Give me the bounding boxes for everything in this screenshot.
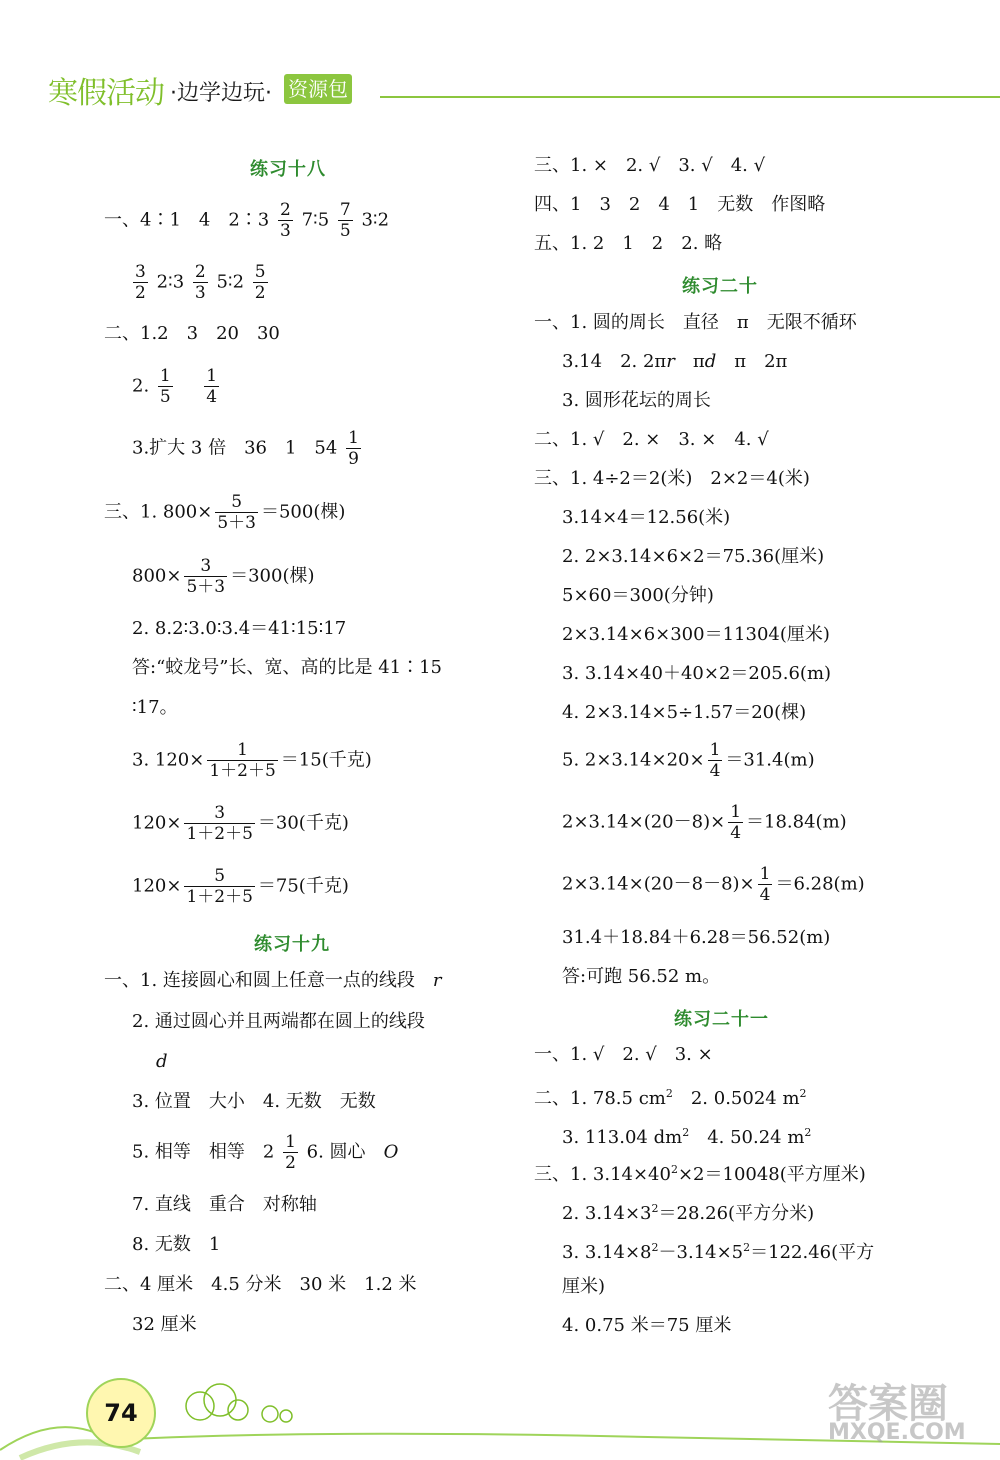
text: 3.14 2. 2π [562, 351, 667, 372]
answer-line [104, 969, 442, 993]
fraction [133, 262, 148, 303]
tree-icon [186, 1384, 292, 1422]
answer-line: 3.14×4＝12.56(米) [562, 507, 731, 528]
fraction [158, 366, 173, 407]
exponent: 2 [804, 1126, 812, 1139]
denominator: 5＋3 [186, 577, 226, 597]
denominator: 4 [709, 761, 721, 781]
answer-line: 3. 位置 大小 4. 无数 无数 [132, 1091, 376, 1112]
answer-line [132, 366, 222, 407]
text: 6. 圆心 [306, 1141, 366, 1163]
text: 120× [132, 875, 182, 897]
denominator: 5＋3 [217, 513, 256, 533]
numerator: 5 [184, 866, 254, 887]
numerator: 1 [348, 428, 359, 448]
numerator: 3 [135, 262, 146, 282]
denominator: 2 [135, 283, 146, 303]
text: 三、1. 800× [104, 501, 213, 523]
text: 二、1. 78.5 cm [534, 1088, 666, 1109]
text: 一、1. 连接圆心和圆上任意一点的线段 [104, 970, 415, 991]
answer-line [562, 802, 847, 843]
header-subtitle: ·边学边玩· [170, 81, 272, 106]
answer-line [104, 492, 345, 533]
text: 一、1. 圆的周长 直径 [534, 312, 719, 333]
text: ＝15(千克) [280, 749, 372, 771]
text: 5. 相等 相等 2 [132, 1141, 275, 1163]
answer-line [534, 311, 857, 335]
text: ＝300(棵) [230, 565, 315, 587]
answer-line [132, 866, 349, 907]
numerator: 5 [254, 262, 266, 282]
numerator: 3 [184, 803, 254, 824]
denominator: 3 [194, 283, 206, 303]
numerator: 2 [194, 262, 206, 282]
text: ＝122.46(平方 [750, 1242, 875, 1263]
header-divider [380, 96, 1000, 98]
numerator: 5 [215, 492, 258, 513]
answer-line [562, 1197, 814, 1226]
fraction [253, 262, 268, 303]
answer-line [132, 740, 372, 781]
answer-line [562, 1121, 811, 1150]
variable: r [666, 351, 675, 372]
fraction [346, 428, 361, 469]
exponent: 2 [799, 1087, 807, 1100]
page-header [0, 0, 1000, 130]
text: 2×3.14×(20－8－8)× [562, 873, 755, 895]
text: π [736, 312, 749, 333]
answer-line: 4. 2×3.14×5÷1.57＝20(棵) [562, 702, 807, 723]
fraction [184, 803, 254, 844]
numerator: 2 [280, 200, 291, 220]
variable: r [432, 970, 442, 991]
denominator: 4 [759, 885, 771, 905]
header-badge: 资源包 [284, 74, 352, 104]
answer-line [562, 864, 865, 905]
answer-line [130, 262, 271, 303]
text: 一、4∶1 4 2∶3 [104, 209, 270, 231]
fraction [193, 262, 208, 303]
answer-line [132, 1132, 398, 1173]
answer-line: 2. 2×3.14×6×2＝75.36(厘米) [562, 546, 825, 567]
answer-line: 三、1. × 2. √ 3. √ 4. √ [534, 155, 766, 176]
fraction [184, 866, 254, 907]
exponent: 2 [682, 1126, 690, 1139]
section-title-18: 练习十八 [250, 159, 326, 180]
denominator: 1＋2＋5 [186, 887, 253, 907]
answer-line: 二、4 厘米 4.5 分米 30 米 1.2 米 [104, 1274, 417, 1295]
text: ＝75(千克) [257, 875, 349, 897]
answer-line: 5×60＝300(分钟) [562, 585, 714, 606]
denominator: 4 [730, 823, 742, 843]
fraction [758, 864, 773, 905]
text: 三、1. 3.14×40 [534, 1164, 671, 1185]
text: ＝31.4(m) [725, 749, 815, 771]
answer-line: 3. 圆形花坛的周长 [562, 390, 711, 411]
answer-line [132, 556, 315, 597]
answer-line [562, 1236, 874, 1265]
text: ＝28.26(平方分米) [658, 1203, 815, 1224]
numerator: 7 [339, 200, 351, 220]
denominator: 2 [285, 1153, 296, 1173]
answer-line: 五、1. 2 1 2 2. 略 [534, 233, 723, 254]
denominator: 5 [339, 221, 351, 241]
answer-line [534, 1082, 807, 1111]
text: 5∶2 [216, 271, 245, 293]
numerator: 1 [159, 366, 171, 386]
watermark-url: MXQE.COM [828, 1420, 966, 1445]
answer-line: 4. 0.75 米＝75 厘米 [562, 1315, 732, 1336]
text: 2. [132, 375, 150, 397]
fraction [708, 740, 723, 781]
fraction [184, 556, 227, 597]
text: 3. 3.14×8 [562, 1242, 652, 1263]
numerator: 1 [207, 740, 277, 761]
variable: d [704, 351, 717, 372]
watermark-logo: 答案圈 [828, 1381, 948, 1427]
fraction [278, 200, 293, 241]
answer-line: 2. 通过圆心并且两端都在圆上的线段 [132, 1011, 425, 1032]
denominator: 2 [254, 283, 266, 303]
text: ×2＝10048(平方厘米) [677, 1164, 866, 1185]
numerator: 1 [709, 740, 721, 760]
denominator: 3 [280, 221, 291, 241]
answer-line [132, 803, 349, 844]
text: 5. 2×3.14×20× [562, 749, 705, 771]
numerator: 1 [206, 366, 218, 386]
variable: d [156, 1051, 168, 1072]
text: 120× [132, 812, 182, 834]
text: π 2π [734, 351, 788, 372]
denominator: 5 [159, 387, 171, 407]
answer-line: 8. 无数 1 [132, 1234, 221, 1255]
answer-line: 四、1 3 2 4 1 无数 作图略 [534, 194, 826, 215]
fraction [215, 492, 258, 533]
exponent: 2 [651, 1202, 659, 1215]
text: ＝6.28(m) [775, 873, 865, 895]
variable: O [383, 1141, 399, 1163]
answer-line [156, 1050, 168, 1074]
numerator: 3 [184, 556, 227, 577]
answer-line: 二、1. √ 2. × 3. × 4. √ [534, 429, 769, 450]
numerator: 1 [285, 1132, 296, 1152]
answer-line: 答:“蛟龙号”长、宽、高的比是 41∶15 [132, 657, 442, 678]
answer-line: ∶17。 [132, 697, 178, 718]
text: ＝500(棵) [260, 501, 346, 523]
fraction [283, 1132, 298, 1173]
answer-line: 2×3.14×6×300＝11304(厘米) [562, 624, 830, 645]
text: 3.扩大 3 倍 36 1 54 [132, 437, 338, 459]
text: 7∶5 [301, 209, 330, 231]
denominator: 1＋2＋5 [186, 824, 253, 844]
answer-line: 二、1.2 3 20 30 [104, 323, 280, 344]
text: 3. 113.04 dm [562, 1127, 683, 1148]
fraction [204, 366, 219, 407]
text: 3∶2 [361, 209, 390, 231]
answer-line: 2. 8.2∶3.0∶3.4＝41∶15∶17 [132, 618, 347, 639]
answer-line: 7. 直线 重合 对称轴 [132, 1194, 317, 1215]
text: ＝18.84(m) [746, 811, 847, 833]
text: －3.14×5 [658, 1242, 744, 1263]
denominator: 9 [348, 449, 359, 469]
answer-line: 厘米) [562, 1276, 606, 1297]
answer-line: 答:可跑 56.52 m。 [562, 966, 721, 987]
section-title-19: 练习十九 [254, 934, 330, 955]
answer-line [562, 350, 787, 374]
text: 2×3.14×(20－8)× [562, 811, 726, 833]
answer-line: 一、1. √ 2. √ 3. × [534, 1044, 713, 1065]
fraction [338, 200, 353, 241]
section-title-21: 练习二十一 [674, 1009, 769, 1030]
exponent: 2 [670, 1163, 678, 1176]
denominator: 4 [206, 387, 218, 407]
denominator: 1＋2＋5 [209, 761, 276, 781]
answer-line [562, 740, 815, 781]
answer-line: 32 厘米 [132, 1314, 197, 1335]
answer-line [104, 200, 389, 241]
text: 2. 0.5024 m [690, 1088, 800, 1109]
exponent: 2 [651, 1241, 659, 1254]
text: 2∶3 [156, 271, 185, 293]
text: 2. 3.14×3 [562, 1203, 652, 1224]
text: π [692, 351, 705, 372]
text: 800× [132, 565, 182, 587]
answer-line: 三、1. 4÷2＝2(米) 2×2＝4(米) [534, 468, 810, 489]
text: ＝30(千克) [257, 812, 349, 834]
answer-line: 3. 3.14×40＋40×2＝205.6(m) [562, 663, 832, 684]
text: 4. 50.24 m [707, 1127, 805, 1148]
header-title: 寒假活动 [48, 76, 164, 111]
exponent: 2 [665, 1087, 673, 1100]
fraction [728, 802, 743, 843]
answer-line: 31.4＋18.84＋6.28＝56.52(m) [562, 927, 831, 948]
numerator: 1 [730, 802, 742, 822]
page-number: 74 [86, 1378, 156, 1448]
numerator: 1 [759, 864, 771, 884]
section-title-20: 练习二十 [682, 276, 758, 297]
text: 3. 120× [132, 749, 205, 771]
fraction [207, 740, 277, 781]
answer-line [132, 428, 364, 469]
answer-line [534, 1158, 866, 1187]
exponent: 2 [743, 1241, 751, 1254]
text: 无限不循环 [766, 312, 857, 333]
